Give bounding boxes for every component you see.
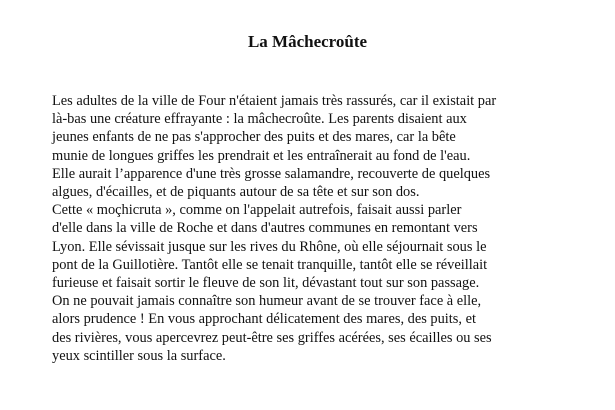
page-title: La Mâchecroûte (247, 32, 368, 51)
text-line: munie de longues griffes les prendrait et les entraînerait au fond de l'eau. (52, 147, 471, 164)
text-line: On ne pouvait jamais connaître son humeur avant de se trouver face à elle, (52, 293, 482, 310)
text-line: yeux scintiller sous la surface. (52, 347, 226, 364)
text-line: Les adultes de la ville de Four n'étaient jamais très rassurés, car il existait par (52, 93, 497, 109)
text-line: alors prudence ! En vous approchant délicatement des mares, des puits, et (52, 311, 476, 328)
text-line: Lyon. Elle sévissait jusque sur les rives du Rhône, où elle séjournait sous le (52, 238, 487, 255)
text-line: algues, d'écailles, et de piquants autour de sa tête et sur son dos. (52, 184, 420, 201)
text-line: là-bas une créature effrayante : la mâchecroûte. Les parents disaient aux (52, 111, 467, 128)
text-line: furieuse et faisait sortir le fleuve de son lit, dévastant tout sur son passage. (52, 275, 480, 292)
text-line: des rivières, vous apercevrez peut-être ses griffes acérées, ses écailles ou ses (52, 329, 492, 346)
text-line: d'elle dans la ville de Roche et dans d'autres communes en remontant vers (52, 220, 478, 237)
text-line: pont de la Guillotière. Tantôt elle se tenait tranquille, tantôt elle se réveillait (52, 256, 488, 273)
text-line: Elle aurait l’apparence d'une très grosse salamandre, recouverte de quelques (52, 165, 491, 182)
text-line: Cette « moçhicruta », comme on l'appelait autrefois, faisait aussi parler (52, 202, 462, 219)
text-line: jeunes enfants de ne pas s'approcher des puits et des mares, car la bête (52, 129, 456, 146)
story-text (52, 92, 572, 365)
